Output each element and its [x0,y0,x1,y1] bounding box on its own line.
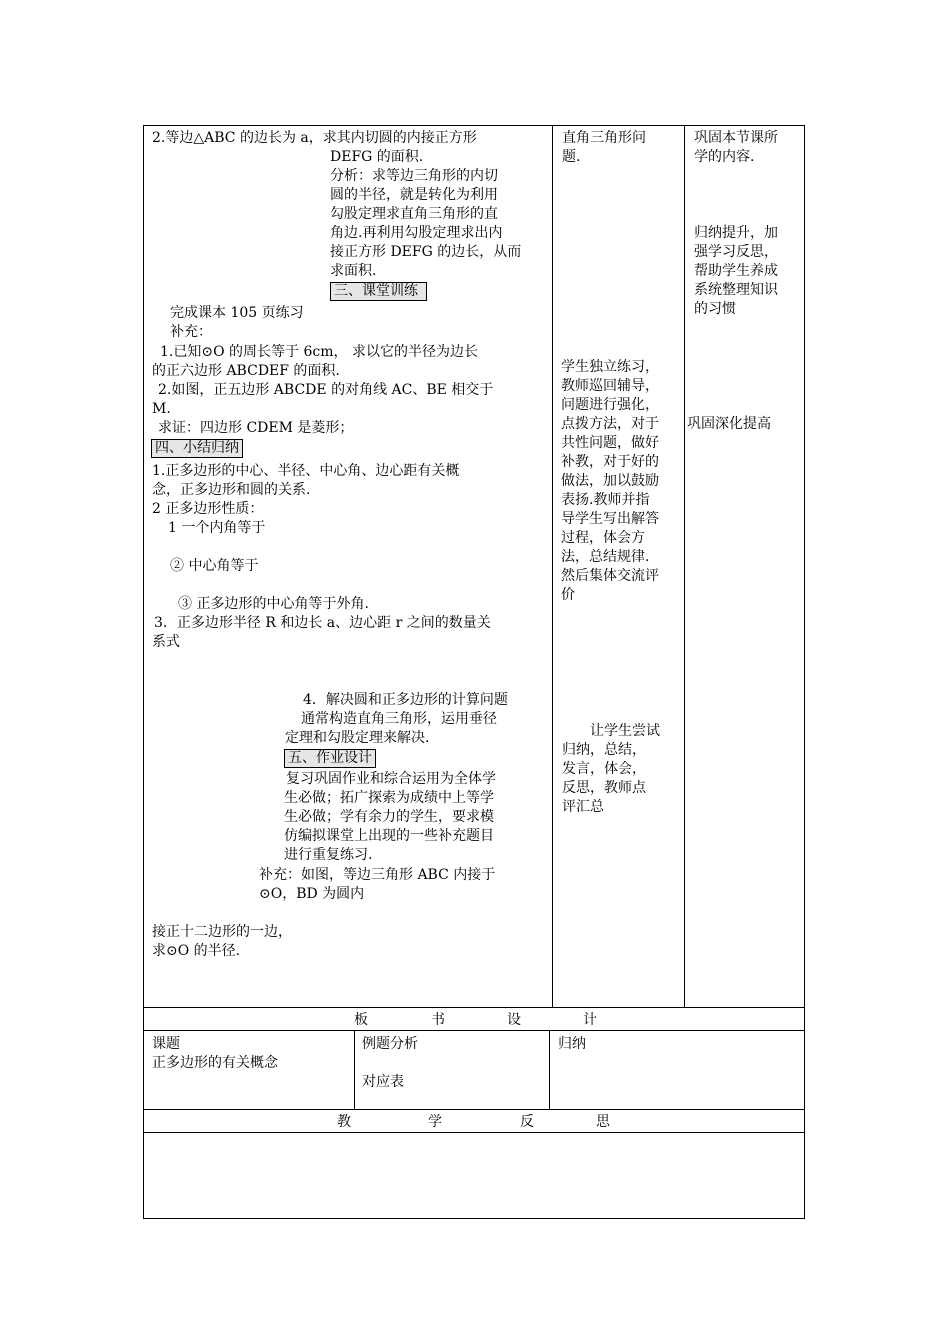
supplement-2-line3: 接正十二边形的一边， [152,924,292,940]
board-topic-label: 课题 [152,1036,180,1052]
supplement-label: 补充： [170,324,212,340]
col2-line: 共性问题，做好 [561,435,659,451]
practice-text: 完成课本 105 页练习 [170,305,304,321]
analysis-line: 圆的半径，就是转化为利用 [330,187,498,203]
exercise-2-line3: 求证：四边形 CDEM 是菱形； [158,420,354,436]
col2-line: 法，总结规律. [561,549,650,565]
summary-3-line1: 3．正多边形半径 R 和边长 a、边心距 r 之间的数量关 [154,615,491,631]
section-4-heading [151,439,243,458]
col2-line: 让学生尝试 [590,723,660,739]
col3-line: 系统整理知识 [694,282,778,298]
divider-board-title [143,1030,805,1031]
col2-line: 然后集体交流评 [561,568,659,584]
homework-line: 进行重复练习. [284,847,373,863]
col3-line: 强学习反思， [694,244,778,260]
summary-2: 2 正多边形性质： [152,501,264,517]
homework-line: 仿编拟课堂上出现的一些补充题目 [284,828,494,844]
col2-line: 做法，加以鼓励 [561,473,659,489]
exercise-1-line1: 1.已知⊙O 的周长等于 6cm， 求以它的半径为边长 [160,344,478,360]
property-3: ③ 正多边形的中心角等于外角. [178,596,369,612]
reflection-body [144,1133,804,1218]
board-table-label: 对应表 [362,1074,404,1090]
divider-col1 [552,125,553,1007]
board-title-char: 书 [431,1012,445,1028]
property-2: ② 中心角等于 [170,558,259,574]
exercise-1-line2: 的正六边形 ABCDEF 的面积. [152,363,340,379]
section-4-label: 四、小结归纳 [151,439,243,458]
q2-line1: 2.等边△ABC 的边长为 a，求其内切圆的内接正方形 [152,130,477,146]
supplement-2-line2: ⊙O，BD 为圆内 [259,886,365,902]
col2-line: 归纳，总结， [562,742,646,758]
col2-line: 学生独立练习， [561,359,659,375]
summary-4-line: 定理和勾股定理来解决. [285,730,430,746]
divider-board-col2 [549,1030,550,1109]
section-3-label: 三、课堂训练 [330,282,427,301]
section-5-label: 五、作业设计 [284,749,376,768]
col2-line: 题. [562,149,581,165]
board-summary-label: 归纳 [558,1036,586,1052]
analysis-line: 接正方形 DEFG 的边长，从而 [330,244,522,260]
divider-reflection-top [143,1109,805,1110]
homework-line: 生必做；拓广探索为成绩中上等学 [284,790,494,806]
col2-line: 点拨方法，对于 [561,416,659,432]
col3-line: 归纳提升，加 [694,225,778,241]
board-title-char: 计 [583,1012,597,1028]
col2-line: 表扬.教师并指 [561,492,650,508]
analysis-line: 求面积. [330,263,377,279]
divider-board-col1 [354,1030,355,1109]
board-title-char: 板 [354,1012,368,1028]
col2-line: 教师巡回辅导， [561,378,659,394]
col2-line: 问题进行强化， [561,397,659,413]
divider-col2 [684,125,685,1007]
supplement-2-line4: 求⊙O 的半径. [152,943,241,959]
section-5-heading [284,749,376,768]
summary-3-line2: 系式 [152,634,180,650]
col2-line: 反思，教师点 [562,780,646,796]
summary-1-line1: 1.正多边形的中心、半径、中心角、边心距有关概 [152,463,460,479]
col2-line: 价 [561,587,575,603]
exercise-2-line1: 2.如图，正五边形 ABCDE 的对角线 AC、BE 相交于 [158,382,494,398]
board-topic: 正多边形的有关概念 [152,1055,278,1071]
section-3-heading [330,282,427,301]
summary-4-line: 通常构造直角三角形，运用垂径 [301,711,497,727]
q2-line2: DEFG 的面积. [330,149,424,165]
col3-line: 学的内容. [694,149,755,165]
property-1: 1 一个内角等于 [168,520,266,536]
summary-1-line2: 念，正多边形和圆的关系. [152,482,311,498]
col2-line: 直角三角形问 [562,130,646,146]
col3-line: 帮助学生养成 [694,263,778,279]
col2-line: 评汇总 [562,799,604,815]
supplement-2-line1: 补充：如图，等边三角形 ABC 内接于 [259,867,496,883]
col2-line: 补教，对于好的 [561,454,659,470]
col2-line: 发言，体会， [562,761,646,777]
col2-line: 导学生写出解答 [561,511,659,527]
reflection-title-char: 学 [428,1114,442,1130]
homework-line: 复习巩固作业和综合运用为全体学 [286,771,496,787]
analysis-line: 分析：求等边三角形的内切 [330,168,498,184]
col3-consolidate: 巩固深化提高 [687,416,771,432]
reflection-title-char: 思 [596,1114,610,1130]
divider-board-top [143,1007,805,1008]
col3-line: 巩固本节课所 [694,130,778,146]
col3-line: 的习惯 [694,301,736,317]
reflection-title-char: 教 [337,1114,351,1130]
analysis-line: 角边.再利用勾股定理求出内 [330,225,503,241]
reflection-title-char: 反 [520,1114,534,1130]
board-title-char: 设 [507,1012,521,1028]
summary-4-line: 4．解决圆和正多边形的计算问题 [303,692,508,708]
board-example-label: 例题分析 [362,1036,418,1052]
col2-line: 过程，体会方 [561,530,645,546]
exercise-2-line2: M. [152,401,171,417]
analysis-line: 勾股定理求直角三角形的直 [330,206,498,222]
homework-line: 生必做；学有余力的学生，要求模 [284,809,494,825]
